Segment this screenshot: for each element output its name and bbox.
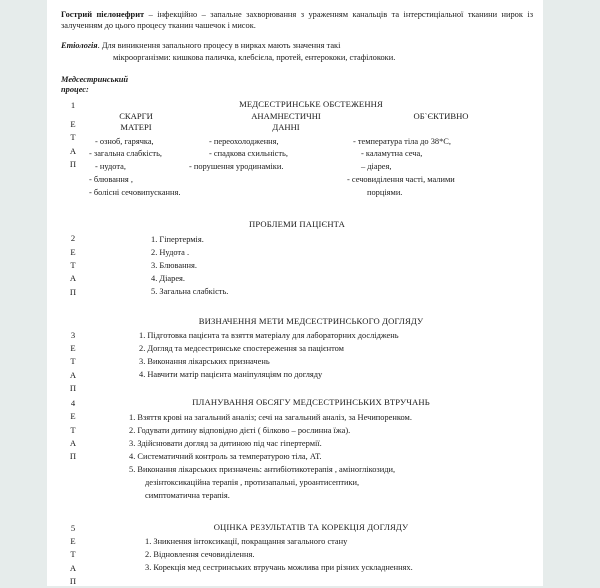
observation-col-3-cells	[341, 136, 516, 200]
section-3-number: 3	[70, 329, 76, 340]
etiology-line-1: . Для виникнення запального процесу в нирках мають значення такі	[97, 41, 341, 51]
etap-letter-e-1: Е	[70, 119, 76, 129]
process-label	[61, 75, 533, 96]
observation-col-1-item: - нудота,	[95, 162, 126, 172]
etap-letter-e-3: Е	[70, 343, 76, 354]
etap-letter-t-1: Т	[70, 132, 76, 143]
list-item: 1. Зникнення інтоксикації, покращання загального стану	[145, 536, 348, 546]
etiology-lead-term: Етіологія	[61, 41, 98, 51]
section-5-list	[61, 535, 533, 574]
list-item-continuation: дезінтоксикаційна терапія , протизапальні, уроантисептики,	[145, 477, 360, 487]
list-item: 2. Годувати дитину відповідно дієті ( білково – рослинна їжа).	[129, 425, 351, 435]
observation-table-header	[61, 111, 533, 132]
observation-col-1-header-line-1: СКАРГИ	[119, 111, 153, 122]
list-item: 4. Діарея.	[151, 273, 185, 283]
list-item: 5. Виконання лікарських призначень: антибіотикотерапія , аміноглікозиди,	[129, 464, 396, 474]
list-item-continuation: симптоматична терапія.	[145, 490, 230, 500]
section-4-number: 4	[70, 398, 76, 409]
list-item: 2. Відновлення сечовиділення.	[145, 549, 255, 559]
etap-letter-p-3: П	[69, 383, 77, 393]
observation-col-1-item: - загальна слабкість,	[89, 149, 162, 159]
observation-col-3-item: порціями.	[367, 187, 403, 197]
etap-marker-3	[65, 329, 81, 396]
etap-letter-p-1: П	[69, 158, 77, 169]
observation-table-body	[61, 136, 533, 200]
observation-col-3-item: - температура тіла до 38*С,	[353, 136, 451, 146]
list-item: 3. Виконання лікарських призначень	[139, 357, 270, 367]
etap-letter-a-5: А	[69, 562, 77, 573]
observation-col-3-header	[361, 111, 521, 132]
list-item: 4. Систематичний контроль за температурою тіла, АТ.	[129, 451, 322, 461]
observation-col-2-header-line-1: АНАМНЕСТИЧНІ	[251, 111, 321, 122]
section-2-title: ПРОБЛЕМИ ПАЦІЄНТА	[248, 219, 346, 230]
etap-marker-4	[65, 397, 81, 464]
section-5-evaluation	[61, 521, 533, 586]
section-2-problems	[61, 219, 533, 297]
etap-letter-a-1: А	[69, 145, 77, 156]
list-item: 4. Навчити матір пацієнта маніпуляціям по догляду	[139, 370, 323, 380]
section-2-number: 2	[70, 233, 76, 244]
section-3-list	[61, 329, 533, 381]
observation-col-3-header-line-1: ОБ`ЄКТИВНО	[413, 111, 469, 122]
observation-col-3-item: – діарея,	[361, 162, 392, 172]
intro-lead-term: Гострий пієлонефрит	[61, 10, 145, 19]
observation-col-3-item: - каламутна сеча,	[361, 149, 423, 159]
etap-marker-5	[65, 522, 81, 588]
observation-col-1-header-line-2: МАТЕРІ	[120, 121, 152, 132]
document-page	[47, 0, 543, 586]
observation-col-1-item: - болісні сечовипускання.	[89, 187, 181, 197]
etap-letter-p-2: П	[69, 286, 77, 297]
etap-letter-a-3: А	[69, 369, 77, 380]
etap-letter-t-3: Т	[70, 356, 76, 367]
intro-text: – інфекційно – запальне захворювання з ураженням канальців та інтерстиціальної тканини нирок із залученням до цього процесу тканин чашечок і мисок.	[61, 10, 534, 31]
list-item: 1. Взяття крові на загальний аналіз; сечі на загальний аналіз, за Нечипоренком.	[129, 412, 412, 422]
observation-col-3-item: - сечовиділення часті, малими	[347, 174, 455, 184]
observation-col-1-header	[61, 111, 211, 132]
process-label-line-2: процес:	[61, 85, 89, 95]
list-item: 3. Здійснювати догляд за дитиною під час гіпертермії.	[129, 438, 322, 448]
section-1-observation	[61, 99, 533, 200]
list-item: 1. Гіпертермія.	[151, 234, 204, 244]
etap-letter-a-2: А	[69, 273, 77, 284]
list-item: 2. Нудота .	[151, 247, 190, 257]
list-item: 5. Загальна слабкість.	[151, 286, 229, 296]
section-1-number: 1	[70, 99, 76, 110]
document-body	[61, 9, 534, 586]
section-3-title: ВИЗНАЧЕННЯ МЕТИ МЕДСЕСТРИНСЬКОГО ДОГЛЯДУ	[198, 315, 424, 326]
section-3-goals	[61, 315, 533, 393]
list-item: 3. Корекція мед сестринських втручань можлива при різних ускладненнях.	[145, 562, 413, 572]
observation-col-2-header-line-2: ДАННІ	[272, 121, 300, 132]
section-5-title: ОЦІНКА РЕЗУЛЬТАТІВ ТА КОРЕКЦІЯ ДОГЛЯДУ	[213, 521, 409, 532]
observation-col-2-header	[211, 111, 361, 132]
observation-col-2-cells	[189, 136, 341, 200]
process-label-line-1: Медсестринський	[61, 74, 129, 84]
list-item: 3. Блювання.	[151, 260, 197, 270]
section-4-title: ПЛАНУВАННЯ ОБСЯГУ МЕДСЕСТРИНСЬКИХ ВТРУЧАНЬ	[192, 397, 430, 408]
etap-marker-2	[65, 232, 81, 299]
etap-letter-e-4: Е	[70, 411, 76, 422]
etap-letter-t-4: Т	[70, 424, 76, 435]
etap-letter-e-5: Е	[70, 535, 76, 546]
etap-marker-1	[65, 99, 81, 172]
etap-letter-t-2: Т	[70, 259, 76, 270]
etiology-line-2: мікроорганізми: кишкова паличка, клебсієла, протей, ентерококи, стафілококи.	[113, 52, 396, 62]
observation-col-2-item: - переохолодження,	[209, 136, 279, 146]
intro-paragraph	[61, 9, 533, 31]
etiology-paragraph	[61, 40, 533, 51]
section-2-list	[61, 233, 533, 298]
observation-col-2-item: - спадкова схильність,	[209, 149, 288, 159]
etap-letter-p-4: П	[69, 451, 77, 462]
etap-letter-p-5: П	[69, 575, 77, 586]
section-1-title: МЕДСЕСТРИНСЬКЕ ОБСТЕЖЕННЯ	[239, 98, 383, 109]
observation-col-1-item: - блювання ,	[89, 174, 133, 184]
section-4-planning	[61, 397, 533, 501]
section-4-list	[61, 411, 533, 502]
observation-col-2-item: - порушення уродинаміки.	[189, 162, 284, 172]
list-item: 2. Догляд та медсестринське спостереження за пацієнтом	[139, 344, 344, 354]
section-5-number: 5	[70, 522, 76, 533]
observation-col-1-item: - озноб, гарячка,	[95, 136, 154, 146]
etap-letter-t-5: Т	[70, 549, 76, 560]
etap-letter-e-2: Е	[70, 246, 76, 257]
list-item: 1. Підготовка пацієнта та взяття матеріалу для лабораторних досліджень	[139, 331, 399, 341]
etap-letter-a-4: А	[69, 438, 77, 449]
